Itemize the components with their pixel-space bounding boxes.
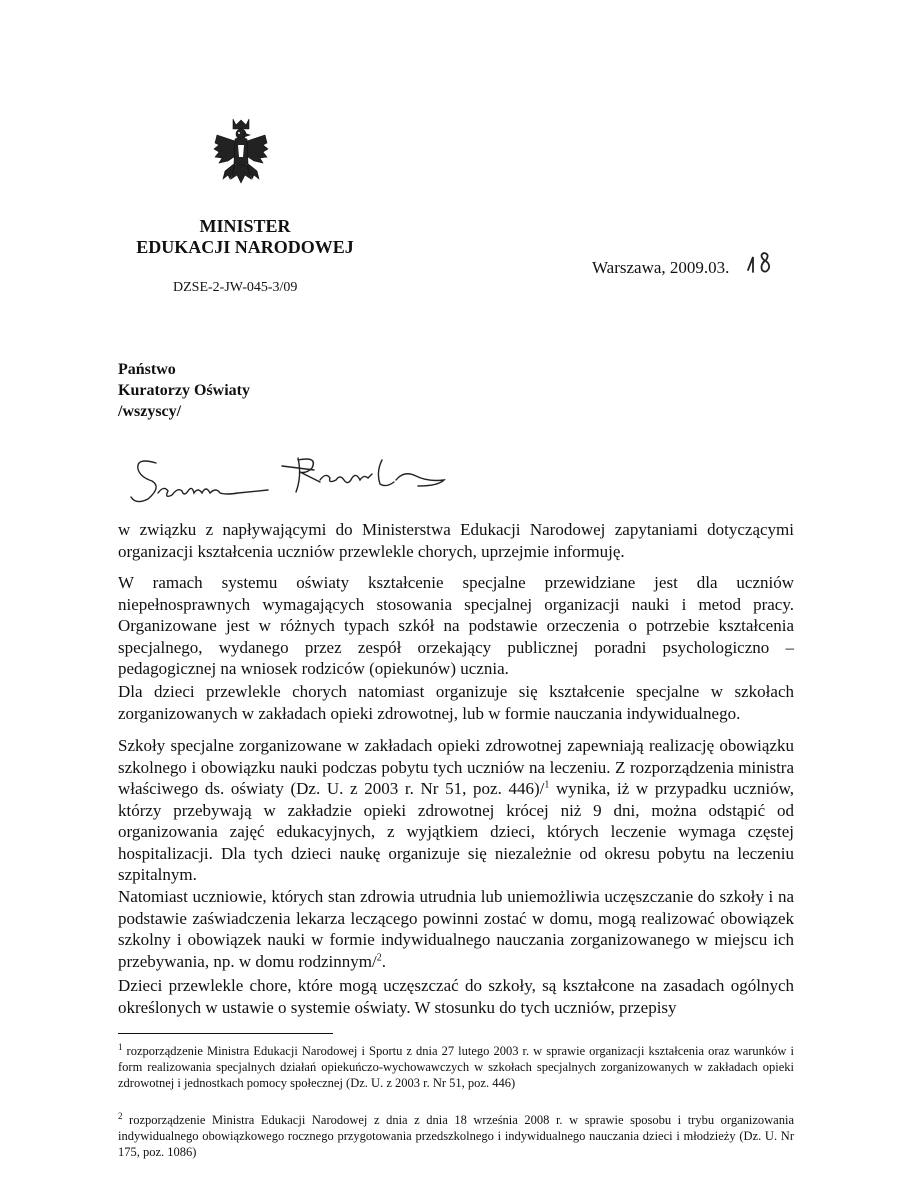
body-paragraph-3: Dla dzieci przewlekle chorych natomiast organizuje się kształcenie specjalne w szkołach zorganizowanych w zakładach opieki zdrowotnej, lub w formie nauczania indywidualnego. bbox=[118, 682, 794, 723]
footnote-ref-1: 1 bbox=[544, 779, 550, 791]
polish-eagle-emblem-icon bbox=[213, 117, 269, 193]
addressee-line-1: Państwo bbox=[118, 361, 176, 378]
ministry-name: EDUKACJI NARODOWEJ bbox=[136, 237, 354, 257]
body-paragraph-5 bbox=[118, 886, 794, 972]
date-printed: Warszawa, 2009.03. bbox=[592, 258, 730, 277]
paragraph-4-text-b: wynika, iż w przypadku uczniów, którzy przebywają w zakładzie opieki zdrowotnej krócej niż 9 dni, można odstąpić od organizowania zajęć edukacyjnych, z wyjątkiem dzieci, których leczenie wymaga częstej hospitalizacji. Dla tych dzieci naukę organizuje się niezależnie od okresu pobytu na leczeniu szpitalnym. bbox=[118, 779, 794, 884]
handwritten-salutation-word2 bbox=[278, 452, 448, 500]
date-line bbox=[592, 258, 729, 278]
footnote-2-text: rozporządzenie Ministra Edukacji Narodowej z dnia z dnia 18 września 2008 r. w sprawie sposobu i trybu organizowania indywidualnego obowiązkowego rocznego przygotowania przedszkolnego i indywidualnego nauczania dzieci i młodzieży (Dz. U. Nr 175, poz. 1086) bbox=[118, 1113, 794, 1159]
footnote-2-mark: 2 bbox=[118, 1110, 123, 1121]
minister-title: MINISTER bbox=[199, 216, 291, 236]
reference-number: DZSE-2-JW-045-3/09 bbox=[173, 280, 298, 295]
body-paragraph-1: w związku z napływającymi do Ministerstwa Edukacji Narodowej zapytaniami dotyczącymi organizacji kształcenia uczniów przewlekle chorych, uprzejmie informuję. bbox=[118, 520, 794, 561]
body-paragraph-4 bbox=[118, 735, 794, 886]
body-paragraph-6: Dzieci przewlekle chore, które mogą uczęszczać do szkoły, są kształcone na zasadach ogólnych określonych w ustawie o systemie oświaty. W stosunku do tych uczniów, przepisy bbox=[118, 976, 794, 1017]
addressee-line-3: /wszyscy/ bbox=[118, 403, 182, 420]
addressee-line-2: Kuratorzy Oświaty bbox=[118, 382, 250, 399]
footnote-1-mark: 1 bbox=[118, 1041, 123, 1052]
footnote-1-text: rozporządzenie Ministra Edukacji Narodowej i Sportu z dnia 27 lutego 2003 r. w sprawie organizacji kształcenia oraz warunków i form realizowania specjalnych działań opiekuńczo-wychowawczych w szkołach specjalnych zorganizowanych w zakładach opieki zdrowotnej i jednostkach pomocy społecznej (Dz. U. z 2003 r. Nr 51, poz. 446) bbox=[118, 1044, 794, 1090]
body-paragraph-2: W ramach systemu oświaty kształcenie specjalne przewidziane jest dla uczniów niepełnosprawnych wymagających stosowania specjalnej organizacji nauki i metod pracy. Organizowane jest w różnych typach szkół na podstawie orzeczenia o potrzebie kształcenia specjalnego, wydanego przez zespół orzekający publicznej poradni psychologiczno – pedagogicznej na wniosek rodziców (opiekunów) ucznia. bbox=[118, 573, 794, 678]
footnote-2 bbox=[118, 1110, 794, 1160]
paragraph-5-text-a: Natomiast uczniowie, których stan zdrowia utrudnia lub uniemożliwia uczęszczanie do szkoły i na podstawie zaświadczenia lekarza leczącego powinni zostać w domu, mogą realizować obowiązek szkolny i obowiązek nauki w formie indywidualnego nauczania zorganizowanego w miejscu ich przebywania, np. w domu rodzinnym/ bbox=[118, 887, 794, 971]
footnote-ref-2: 2 bbox=[376, 951, 382, 963]
footnote-separator bbox=[118, 1033, 333, 1034]
handwritten-date-day bbox=[742, 250, 776, 276]
handwritten-salutation-word1 bbox=[128, 455, 273, 510]
footnote-1 bbox=[118, 1041, 794, 1091]
paragraph-5-text-b: . bbox=[381, 951, 386, 971]
paragraph-4-text-a: Szkoły specjalne zorganizowane w zakładach opieki zdrowotnej zapewniają realizację obowiązku szkolnego i obowiązku nauki podczas pobytu tych uczniów na leczeniu. Z rozporządzenia ministra właściwego ds. oświaty (Dz. U. z 2003 r. Nr 51, poz. 446)/ bbox=[118, 736, 794, 798]
